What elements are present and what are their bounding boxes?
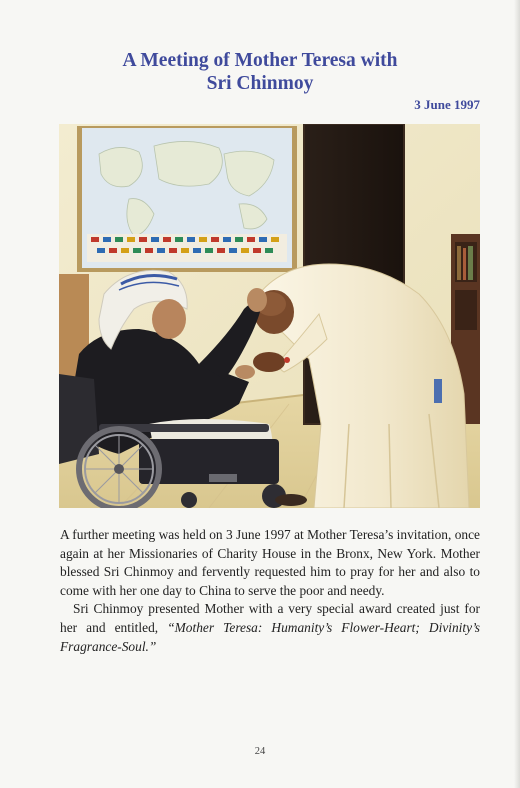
meeting-photo	[59, 124, 480, 508]
award-title: “Mother Teresa: Humanity’s Flower-Heart; Divinity’s Fragrance-Soul.”	[60, 619, 481, 654]
paragraph-2	[60, 600, 480, 656]
title-line-2: Sri Chinmoy	[206, 73, 314, 94]
paragraph-2-text: Sri Chinmoy presented Mother with a very special award created just for her and entitled,	[60, 601, 480, 635]
date-label: 3 June 1997	[414, 97, 480, 112]
page-edge	[514, 0, 520, 788]
page-title	[30, 49, 490, 95]
page-number: 24	[254, 746, 266, 757]
title-line-1: A Meeting of Mother Teresa with	[122, 50, 398, 71]
paragraph-1: A further meeting was held on 3 June 1997 at Mother Teresa’s invitation, once again at her Missionaries of Charity House in the Bronx, New York. Mother blessed Sri Chinmoy and fervently requested him to pray for her and also to come with her one day to China to serve the poor and needy.	[60, 527, 480, 598]
caption-text	[60, 526, 480, 656]
